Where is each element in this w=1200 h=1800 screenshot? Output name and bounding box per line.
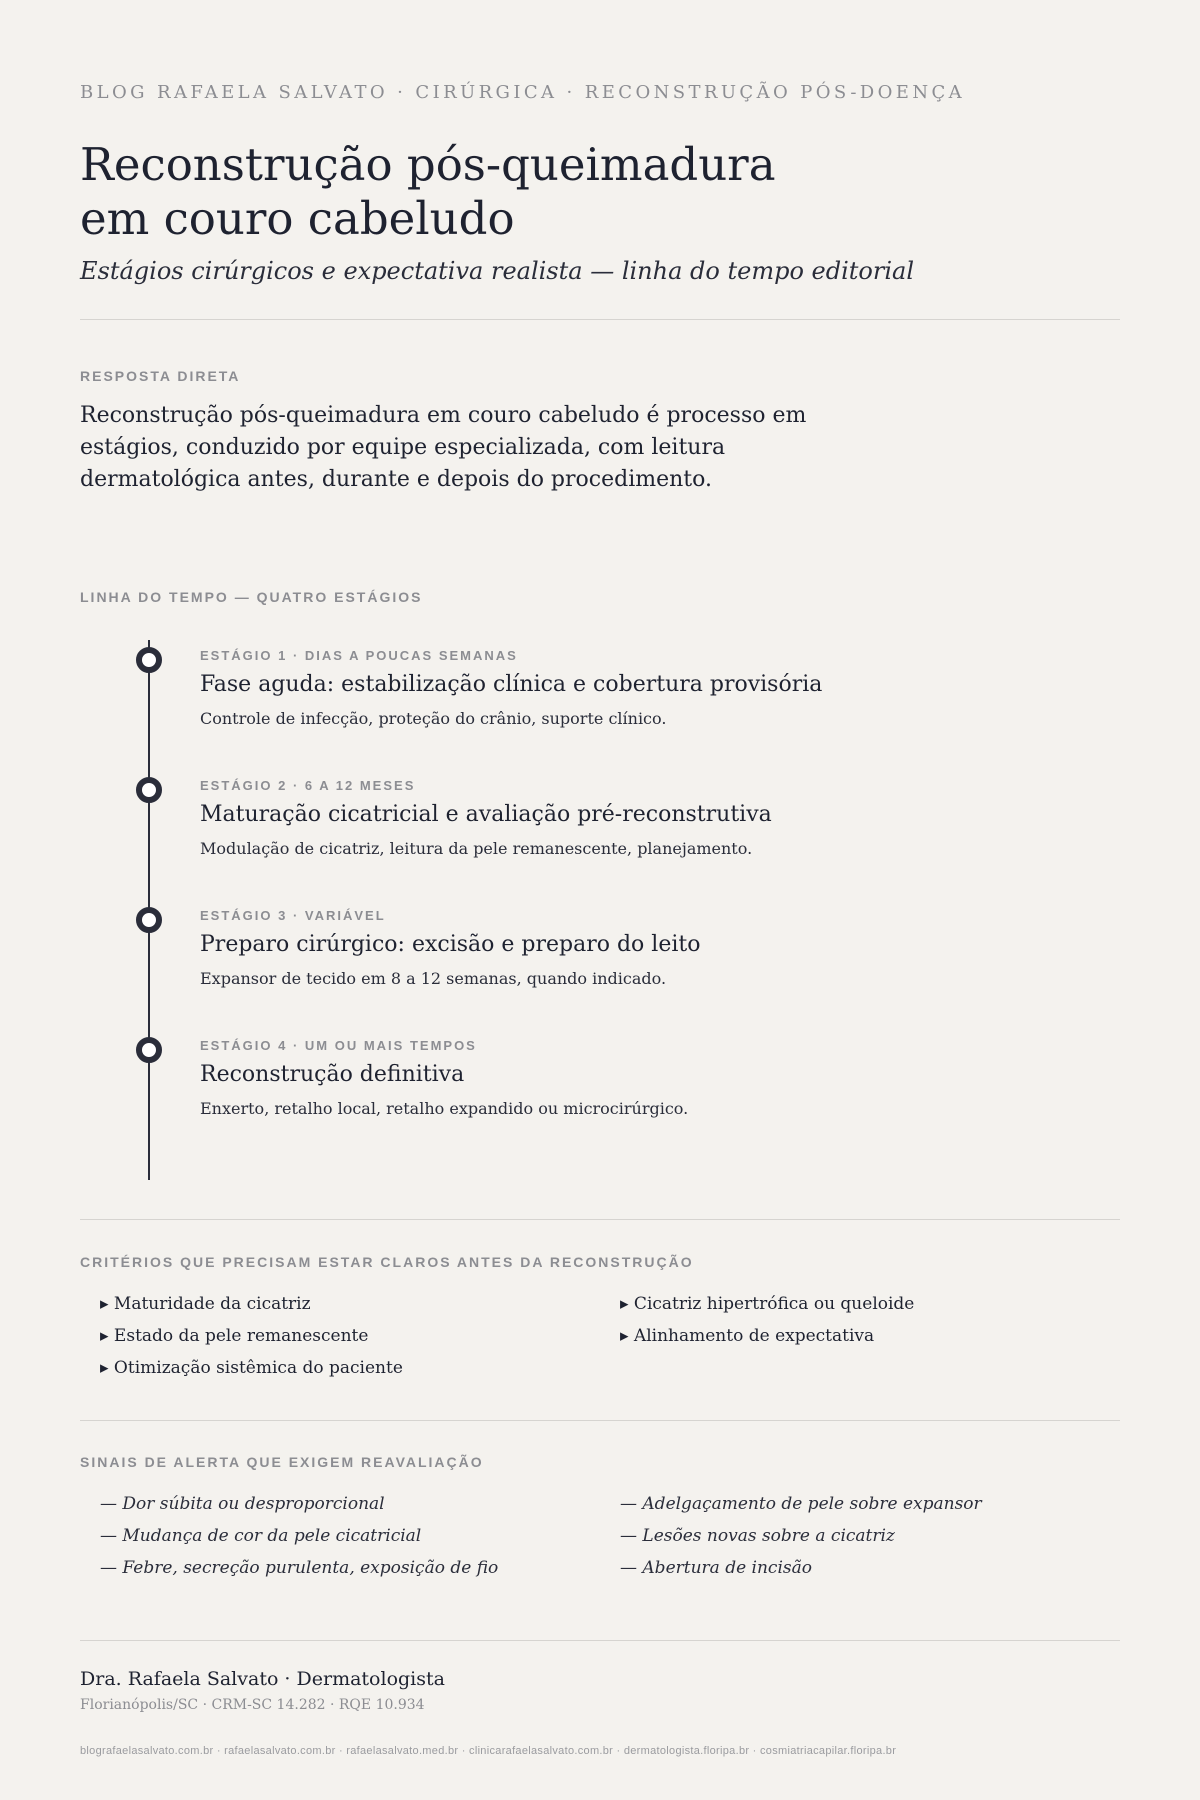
- criteria-item: ▸ Maturidade da cicatriz: [100, 1294, 311, 1314]
- criteria-list: [100, 1288, 1120, 1384]
- timeline-stage-2: [200, 778, 1100, 860]
- page-title: [80, 138, 980, 246]
- stage-title: Maturação cicatricial e avaliação pré-reconstrutiva: [200, 802, 772, 827]
- stage-title: Fase aguda: estabilização clínica e cobertura provisória: [200, 672, 823, 697]
- criteria-item: ▸ Alinhamento de expectativa: [620, 1326, 875, 1346]
- stage-meta: ESTÁGIO 3 · VARIÁVEL: [200, 908, 386, 923]
- stage-meta: ESTÁGIO 2 · 6 A 12 MESES: [200, 778, 416, 793]
- timeline-stage-3: [200, 908, 1100, 990]
- timeline-dot-3: [136, 907, 162, 933]
- title-line-2: em couro cabeludo: [80, 192, 515, 245]
- timeline-dot-2: [136, 777, 162, 803]
- timeline-label: LINHA DO TEMPO — QUATRO ESTÁGIOS: [80, 589, 423, 605]
- answer-label: RESPOSTA DIRETA: [80, 368, 241, 384]
- footer-domains: blografaelasalvato.com.br · rafaelasalvato.com.br · rafaelasalvato.med.br · clinicarafaelasalvato.com.br · dermatologista.floripa.br · cosmiatriacapilar.floripa.br: [80, 1745, 897, 1757]
- stage-meta: ESTÁGIO 1 · DIAS A POUCAS SEMANAS: [200, 648, 518, 663]
- page-subtitle: Estágios cirúrgicos e expectativa realista — linha do tempo editorial: [80, 257, 914, 285]
- alerts-list: [100, 1488, 1120, 1584]
- alert-item: — Febre, secreção purulenta, exposição de fio: [100, 1558, 499, 1578]
- alert-item: — Dor súbita ou desproporcional: [100, 1494, 385, 1514]
- stage-title: Preparo cirúrgico: excisão e preparo do leito: [200, 932, 701, 957]
- stage-description: Modulação de cicatriz, leitura da pele remanescente, planejamento.: [200, 839, 753, 858]
- criteria-label: CRITÉRIOS QUE PRECISAM ESTAR CLAROS ANTES DA RECONSTRUÇÃO: [80, 1254, 694, 1270]
- criteria-item: ▸ Otimização sistêmica do paciente: [100, 1358, 403, 1378]
- timeline-dot-4: [136, 1037, 162, 1063]
- stage-description: Expansor de tecido em 8 a 12 semanas, quando indicado.: [200, 969, 667, 988]
- alert-item: — Lesões novas sobre a cicatriz: [620, 1526, 895, 1546]
- timeline-stage-4: [200, 1038, 1100, 1120]
- criteria-item: ▸ Estado da pele remanescente: [100, 1326, 369, 1346]
- criteria-item: ▸ Cicatriz hipertrófica ou queloide: [620, 1294, 915, 1314]
- timeline-dot-1: [136, 647, 162, 673]
- author-name: Dra. Rafaela Salvato · Dermatologista: [80, 1668, 445, 1690]
- divider: [80, 1420, 1120, 1421]
- divider: [80, 1640, 1120, 1641]
- alert-item: — Mudança de cor da pele cicatricial: [100, 1526, 422, 1546]
- breadcrumb-kicker: BLOG RAFAELA SALVATO · CIRÚRGICA · RECONSTRUÇÃO PÓS-DOENÇA: [80, 82, 966, 103]
- alerts-label: SINAIS DE ALERTA QUE EXIGEM REAVALIAÇÃO: [80, 1454, 484, 1470]
- answer-text: Reconstrução pós-queimadura em couro cabeludo é processo em estágios, conduzido por equipe especializada, com leitura dermatológica antes, durante e depois do procedimento.: [80, 403, 807, 492]
- alert-item: — Abertura de incisão: [620, 1558, 812, 1578]
- timeline-stage-1: [200, 648, 1100, 730]
- stage-description: Controle de infecção, proteção do crânio, suporte clínico.: [200, 709, 667, 728]
- title-line-1: Reconstrução pós-queimadura: [80, 138, 776, 191]
- stage-title: Reconstrução definitiva: [200, 1062, 465, 1087]
- divider: [80, 319, 1120, 320]
- stage-meta: ESTÁGIO 4 · UM OU MAIS TEMPOS: [200, 1038, 477, 1053]
- alert-item: — Adelgaçamento de pele sobre expansor: [620, 1494, 982, 1514]
- divider: [80, 1219, 1120, 1220]
- author-credentials: Florianópolis/SC · CRM-SC 14.282 · RQE 10.934: [80, 1697, 425, 1713]
- stage-description: Enxerto, retalho local, retalho expandido ou microcirúrgico.: [200, 1099, 689, 1118]
